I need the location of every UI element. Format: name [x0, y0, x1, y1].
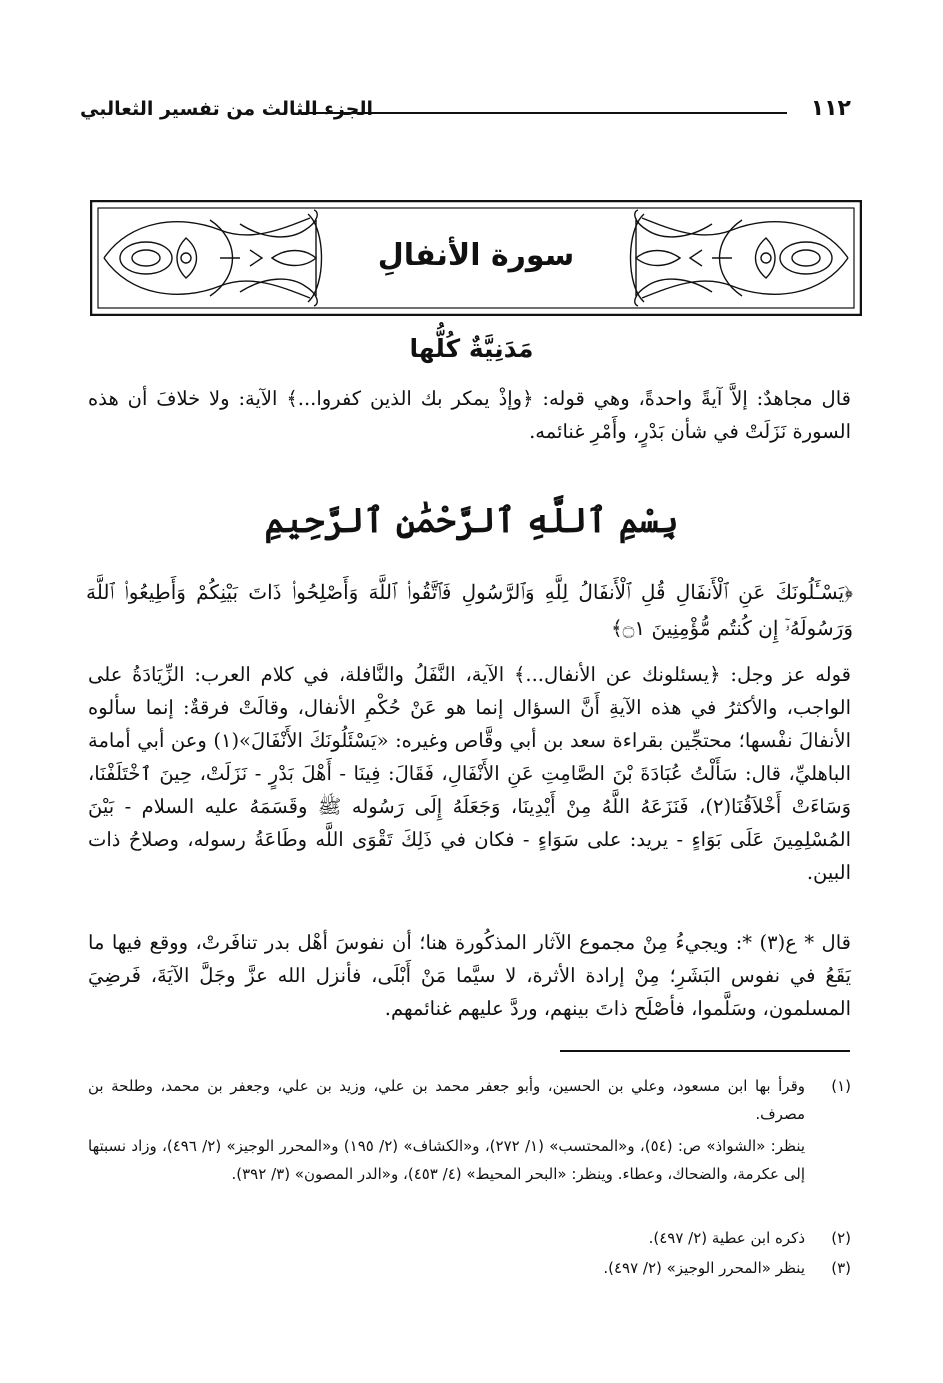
footnote-1-references	[88, 1132, 851, 1188]
quran-verse: ﴿يَسْـَٔلُونَكَ عَنِ ٱلْأَنفَالِ قُلِ ٱلْأَنفَالُ لِلَّهِ وَٱلرَّسُولِ فَٱتَّقُوا۟ ٱللَّهَ وَأَصْلِحُوا۟ ذَاتَ بَيْنِكُمْ وَأَطِيعُوا۟ ٱللَّهَ وَرَسُولَهُۥٓ إِن كُنتُم مُّؤْمِنِينَ ۝١﴾	[86, 580, 853, 640]
footnote-number: (٣)	[831, 1259, 851, 1277]
surah-banner	[90, 200, 862, 316]
footnote-text: ينظر «المحرر الوجيز» (٢/ ٤٩٧).	[603, 1259, 805, 1277]
footnote-text: ذكره ابن عطية (٢/ ٤٩٧).	[648, 1229, 805, 1247]
footnote-number: (١)	[831, 1077, 851, 1095]
commentary-paragraph-1: قوله عز وجل: ﴿يسئلونك عن الأنفال...﴾ الآية، النَّفَلُ والنَّافلة، في كلام العرب: الزِّيَادَةُ على الواجب، والأكثرُ في هذه الآيةِ أَنَّ السؤال إنما هو عَنْ حُكْمِ الأنفال، وقالَتْ فرقةٌ: إنما سألوه الأنفالَ نفْسها؛ محتجِّين بقراءة سعد بن أبي وقَّاص وغيره: «يَسْئَلُونَكَ الأَنْفَالَ»(١) وعن أبي أمامة الباهليِّ، قال: سَأَلْتُ عُبَادَةَ بْنَ الصَّامِتِ عَنِ الأَنْفَالِ، فَقَالَ: فِينَا - أَهْلَ بَدْرٍ - نَزَلَتْ، حِينَ ٱخْتَلَفْنَا، وَسَاءَتْ أَخْلاَقُنَا(٢)، فَنَزَعَهُ اللَّهُ مِنْ أَيْدِينَا، وَجَعَلَهُ إِلَى رَسُوله ﷺ وقَسَمَهُ عليه السلام - بَيْنَ المُسْلِمِينَ عَلَى بَوَاءٍ - يريد: على سَوَاءٍ - فكان في ذَلِكَ تَقْوَى اللَّه وطَاعَةُ رسوله، وصلاحُ ذات البين.	[88, 663, 851, 884]
footnote-2	[88, 1224, 851, 1252]
footnote-1	[88, 1072, 851, 1128]
footnote-text: ينظر: «الشواذ» ص: (٥٤)، و«المحتسب» (١/ ٢٧٢)، و«الكشاف» (٢/ ١٩٥) و«المحرر الوجيز» (٢/ ٤٩٦)، وزاد نسبتها إلى عكرمة، والضحاك، وعطاء. وينظر: «البحر المحيط» (٤/ ٤٥٣)، و«الدر المصون» (٣/ ٣٩٢).	[88, 1137, 806, 1183]
footnote-rule	[560, 1050, 850, 1052]
page-number: ١١٢	[810, 96, 851, 121]
footnote-number: (٢)	[831, 1229, 851, 1247]
running-header	[80, 96, 851, 126]
commentary-paragraph-2: قال * ع(٣) *: ويجيءُ مِنْ مجموع الآثار المذكُورة هنا؛ أن نفوسَ أهْل بدر تنافَرتْ، ووقع فيها ما يَقَعُ في نفوس البَشَرِ؛ مِنْ إرادة الأثرة، لا سيَّما مَنْ أَبْلَى، فأنزل الله عزَّ وجَلَّ الآيَةَ، فَرضِيَ المسلمون، وسَلَّموا، فأصْلَح ذاتَ بينهم، وردَّ عليهم غنائمهم.	[88, 931, 851, 1020]
intro-paragraph: قال مجاهدٌ: إلاَّ آيةً واحدةً، وهي قوله: ﴿وإذْ يمكر بك الذين كفروا...﴾ الآية: ولا خلافَ أن هذه السورة نَزَلَتْ في شأن بَدْرٍ، وأَمْرِ غنائمه.	[88, 387, 851, 443]
footnote-3	[88, 1254, 851, 1282]
running-title: الجزء الثالث من تفسير الثعالبي	[80, 98, 374, 120]
footnote-text: وقرأ بها ابن مسعود، وعلي بن الحسين، وأبو جعفر محمد بن علي، وزيد بن علي، وجعفر بن محمد، وطلحة بن مصرف.	[88, 1077, 805, 1123]
basmala: بِسْمِ ٱللَّهِ ٱلرَّحْمَٰنِ ٱلرَّحِيمِ	[264, 501, 679, 541]
surah-subtitle: مَدَنِيَّةٌ كُلُّها	[409, 334, 534, 363]
surah-title: سورة الأنفالِ	[377, 238, 575, 273]
